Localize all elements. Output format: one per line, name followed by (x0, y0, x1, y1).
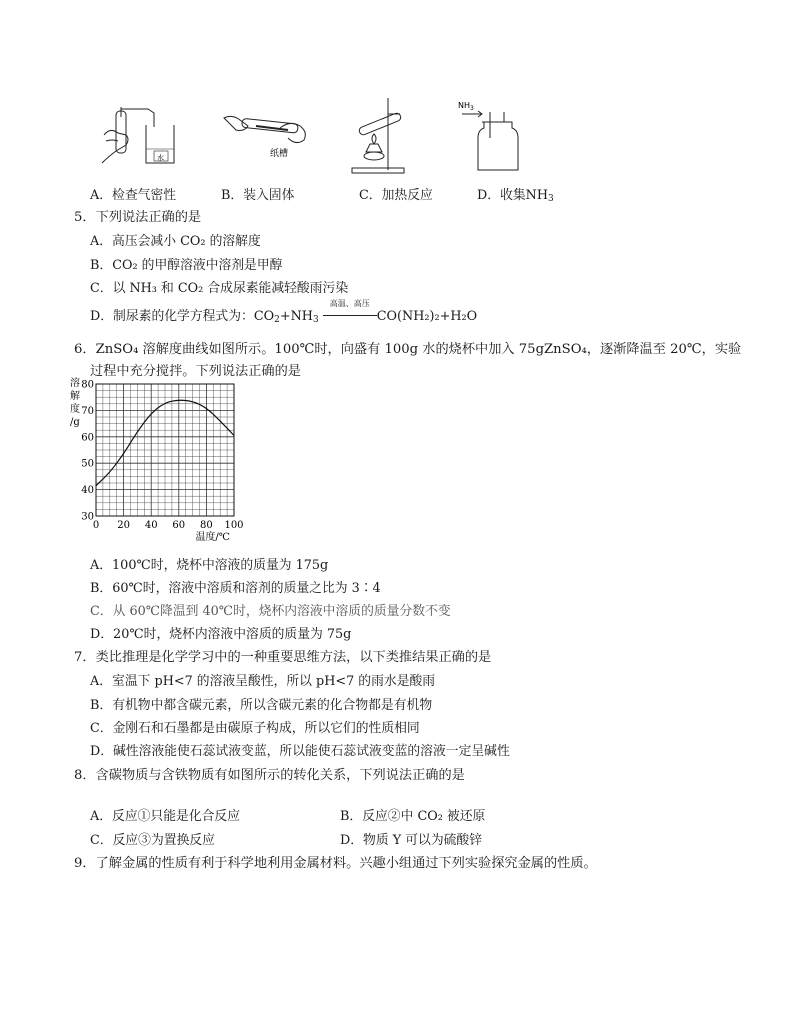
q7-stem: 7．类比推理是化学学习中的一种重要思维方法，以下类推结果正确的是 (74, 650, 492, 665)
y-tick-label: 30 (81, 511, 94, 523)
x-tick-label: 60 (172, 520, 186, 531)
q4-option-b: B．装入固体 (221, 188, 295, 203)
y-axis-label: 度 (70, 404, 80, 415)
y-tick-label: 70 (81, 405, 94, 417)
y-axis-label: 溶 (70, 378, 80, 389)
q8-option-c: C．反应③为置换反应 (90, 833, 215, 848)
nh3-label: $NH_3$ (458, 101, 474, 112)
q5-option-d: D．制尿素的化学方程式为：$CO_2+NH_3$ 高温、高压 CO(NH₂)₂+H₂O (90, 299, 478, 325)
q7-option-b: B．有机物中都含碳元素，所以含碳元素的化合物都是有机物 (90, 698, 433, 713)
q6-option-b: B．60℃时，溶液中溶质和溶剂的质量之比为 3∶4 (90, 581, 381, 596)
x-tick-label: 80 (200, 520, 213, 531)
q4-figure-airtightness (96, 105, 186, 167)
q9-stem: 9．了解金属的性质有利于科学地利用金属材料。兴趣小组通过下列实验探究金属的性质。 (74, 856, 597, 871)
x-tick-label: 100 (224, 520, 244, 531)
beaker-label: 水 (157, 154, 164, 162)
q7-option-a: A．室温下 pH<7 的溶液呈酸性，所以 pH<7 的雨水是酸雨 (90, 674, 436, 689)
q7-option-d: D．碱性溶液能使石蕊试液变蓝，所以能使石蕊试液变蓝的溶液一定呈碱性 (90, 744, 510, 759)
q4-figure-heating (348, 96, 428, 176)
paper-trough-label: 纸槽 (270, 149, 289, 159)
q6-option-a: A．100℃时，烧杯中溶液的质量为 175g (90, 558, 329, 573)
solubility-chart (66, 376, 256, 546)
y-tick-label: 40 (81, 485, 94, 497)
x-axis-label: 温度/℃ (195, 532, 230, 543)
q4-figure-collect-nh3 (456, 98, 526, 174)
q7-option-c: C．金刚石和石墨都是由碳原子构成，所以它们的性质相同 (90, 721, 420, 736)
x-tick-label: 0 (92, 520, 100, 531)
y-tick-label: 80 (81, 379, 94, 391)
q4-option-c: C．加热反应 (359, 188, 433, 203)
gas-bottle (462, 111, 518, 170)
q6-stem-line2: 过程中充分搅拌。下列说法正确的是 (90, 364, 301, 379)
q4-option-d: D．收集$NH_3$ (477, 188, 554, 204)
y-tick-label: 50 (81, 458, 94, 470)
q5-option-a: A．高压会减小 CO₂ 的溶解度 (90, 234, 261, 249)
iron-stand-and-lamp (352, 98, 404, 173)
q8-option-b: B．反应②中 CO₂ 被还原 (340, 809, 486, 824)
q8-option-d: D．物质 Y 可以为硫酸锌 (340, 833, 483, 848)
q4-figure-loading-solid (218, 112, 318, 162)
y-axis-label: 解 (70, 391, 80, 402)
x-tick-label: 20 (117, 520, 130, 531)
q6-option-d: D．20℃时，烧杯内溶液中溶质的质量为 75g (90, 627, 352, 642)
q5-stem: 5．下列说法正确的是 (74, 210, 202, 225)
q4-option-a: A．检查气密性 (90, 188, 177, 203)
q6-option-c: C．从 60℃降温到 40℃时，烧杯内溶液中溶质的质量分数不变 (90, 604, 451, 619)
q5-option-c: C．以 NH₃ 和 CO₂ 合成尿素能减轻酸雨污染 (90, 281, 349, 296)
y-axis-label: /g (70, 417, 80, 428)
q8-option-a: A．反应①只能是化合反应 (90, 809, 241, 824)
reaction-condition-arrow: 高温、高压 (323, 309, 377, 324)
x-tick-label: 40 (144, 520, 158, 531)
q8-stem: 8．含碳物质与含铁物质有如图所示的转化关系，下列说法正确的是 (74, 768, 465, 783)
q6-stem-line1: 6．ZnSO₄ 溶解度曲线如图所示。100℃时，向盛有 100g 水的烧杯中加入 75gZnSO₄，逐渐降温至 20℃，实验 (74, 342, 742, 357)
q5-option-b: B．CO₂ 的甲醇溶液中溶剂是甲醇 (90, 258, 283, 273)
tube-and-hands (224, 116, 305, 142)
y-tick-label: 60 (81, 432, 94, 444)
